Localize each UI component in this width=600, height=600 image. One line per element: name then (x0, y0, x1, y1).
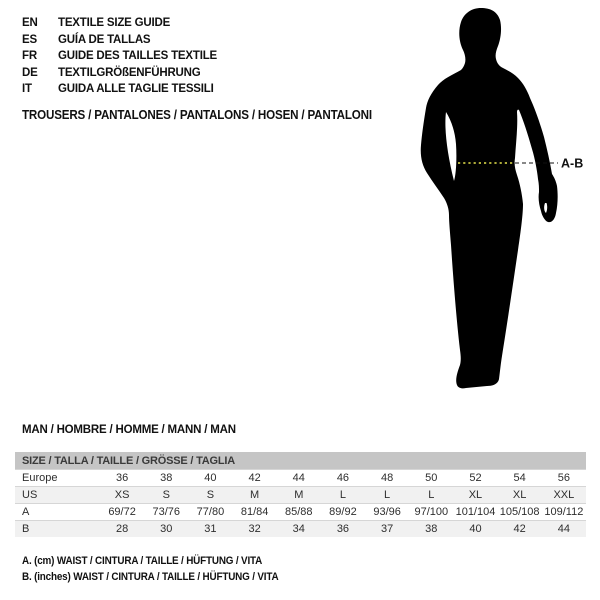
cell: 42 (233, 470, 277, 487)
lang-row-de (22, 65, 217, 82)
footnote-b: B. (inches) WAIST / CINTURA / TAILLE / HÜFTUNG / VITA (22, 571, 279, 583)
cell: M (277, 487, 321, 504)
cell: 34 (277, 521, 321, 538)
table-row-a-cm (15, 504, 586, 521)
cell: 36 (100, 470, 144, 487)
row-label: US (15, 487, 100, 504)
cell: S (188, 487, 232, 504)
lang-code: FR (22, 50, 37, 63)
lang-code: DE (22, 66, 38, 79)
cell: 56 (542, 470, 586, 487)
cell: 38 (144, 470, 188, 487)
size-table (15, 452, 586, 537)
man-silhouette-icon (400, 0, 600, 410)
cell: 105/108 (498, 504, 542, 521)
cell: S (144, 487, 188, 504)
measure-label-ab: A-B (561, 156, 584, 171)
cell: XXL (542, 487, 586, 504)
footnote-a: A. (cm) WAIST / CINTURA / TAILLE / HÜFTUNG / VITA (22, 555, 263, 567)
cell: 81/84 (233, 504, 277, 521)
cell: XS (100, 487, 144, 504)
cell: 46 (321, 470, 365, 487)
cell: L (409, 487, 453, 504)
cell: L (365, 487, 409, 504)
lang-code: IT (22, 83, 32, 96)
cell: 30 (144, 521, 188, 538)
lang-label: GUÍA DE TALLAS (58, 33, 151, 46)
cell: 93/96 (365, 504, 409, 521)
cell: M (233, 487, 277, 504)
size-table-header-row (15, 452, 586, 470)
row-label: B (15, 521, 100, 538)
cell: XL (498, 487, 542, 504)
cell: 44 (277, 470, 321, 487)
cell: 31 (188, 521, 232, 538)
cell: XL (453, 487, 497, 504)
lang-label: TEXTILGRÖßENFÜHRUNG (58, 66, 201, 79)
cell: 52 (453, 470, 497, 487)
row-label: Europe (15, 470, 100, 487)
cell: 36 (321, 521, 365, 538)
cell: 97/100 (409, 504, 453, 521)
cell: 40 (453, 521, 497, 538)
cell: 37 (365, 521, 409, 538)
cell: L (321, 487, 365, 504)
language-legend (22, 15, 217, 98)
section-title-man: MAN / HOMBRE / HOMME / MANN / MAN (22, 424, 236, 436)
category-title: TROUSERS / PANTALONES / PANTALONS / HOSEN / PANTALONI (22, 108, 372, 122)
lang-label: GUIDE DES TAILLES TEXTILE (58, 50, 217, 63)
cell: 40 (188, 470, 232, 487)
cell: 73/76 (144, 504, 188, 521)
cell: 44 (542, 521, 586, 538)
cell: 28 (100, 521, 144, 538)
man-silhouette-figure (400, 0, 600, 410)
lang-row-it (22, 81, 217, 98)
table-row-europe (15, 470, 586, 487)
cell: 38 (409, 521, 453, 538)
size-table-header: SIZE / TALLA / TAILLE / GRÖSSE / TAGLIA (15, 452, 586, 470)
cell: 101/104 (453, 504, 497, 521)
lang-row-fr (22, 48, 217, 65)
cell: 42 (498, 521, 542, 538)
measure-footnotes (22, 553, 278, 585)
lang-label: TEXTILE SIZE GUIDE (58, 17, 171, 29)
row-label: A (15, 504, 100, 521)
cell: 89/92 (321, 504, 365, 521)
lang-row-es (22, 32, 217, 49)
cell: 77/80 (188, 504, 232, 521)
table-row-b-inches (15, 521, 586, 538)
cell: 48 (365, 470, 409, 487)
lang-code: EN (22, 17, 38, 29)
lang-code: ES (22, 33, 37, 46)
cell: 109/112 (542, 504, 586, 521)
table-row-us (15, 487, 586, 504)
cell: 54 (498, 470, 542, 487)
cell: 50 (409, 470, 453, 487)
cell: 85/88 (277, 504, 321, 521)
cell: 69/72 (100, 504, 144, 521)
cell: 32 (233, 521, 277, 538)
lang-row-en (22, 15, 217, 32)
lang-label: GUIDA ALLE TAGLIE TESSILI (58, 83, 214, 96)
